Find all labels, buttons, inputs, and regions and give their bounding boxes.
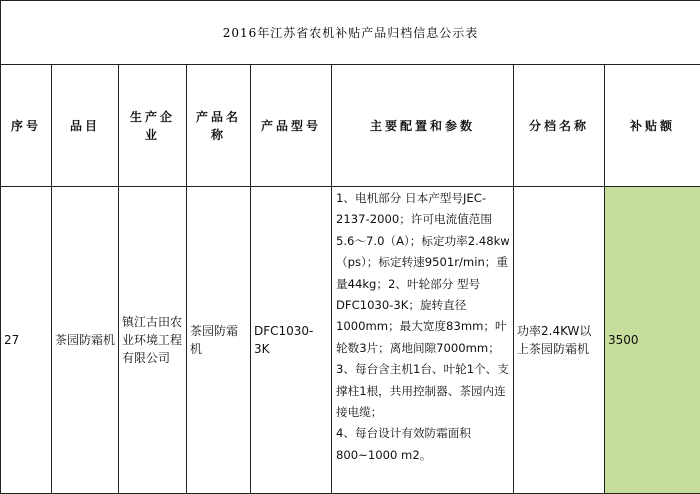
cell-subsidy xyxy=(605,187,700,494)
product-name-value: 茶园防霜机 xyxy=(187,322,250,358)
specs-value: 1、电机部分 日本产型号JEC-2137-2000；许可电流值范围5.6～7.0（A）；标定功率2.48kw（ps）；标定转速9501r/min；重量44kg；2、叶轮部分 型号DFC1030-3K；旋转直径1000mm；最大宽度83mm；叶轮数3片；离地间隙7000mm； 3、每台含主机1台、叶轮1个、支撑柱1根，共用控制器、茶园内连接电缆； 4、每台设计有效防霜面积800~1000 m2。 xyxy=(332,187,513,466)
header-subsidy-label: 补贴额 xyxy=(624,117,681,135)
header-category-label: 品目 xyxy=(64,117,106,135)
category-value: 茶园防霜机 xyxy=(52,331,118,349)
cell-model xyxy=(251,187,332,494)
header-category xyxy=(52,65,119,187)
header-seq xyxy=(1,65,52,187)
header-tier xyxy=(514,65,605,187)
cell-specs xyxy=(332,187,514,494)
cell-product-name xyxy=(187,187,251,494)
header-specs xyxy=(332,65,514,187)
header-tier-label: 分档名称 xyxy=(523,117,595,135)
header-product-name xyxy=(187,65,251,187)
seq-value: 27 xyxy=(1,331,51,349)
header-seq-label: 序号 xyxy=(5,117,47,135)
table-row xyxy=(1,187,700,494)
cell-manufacturer xyxy=(119,187,187,494)
header-model xyxy=(251,65,332,187)
cell-seq xyxy=(1,187,52,494)
header-manufacturer-label: 生产企业 xyxy=(119,108,186,144)
manufacturer-value: 镇江古田农业环境工程有限公司 xyxy=(119,313,186,367)
tier-value: 功率2.4KW以上茶园防霜机 xyxy=(514,322,604,358)
header-model-label: 产品型号 xyxy=(255,117,327,135)
header-manufacturer xyxy=(119,65,187,187)
table-title: 2016年江苏省农机补贴产品归档信息公示表 xyxy=(1,1,700,65)
header-specs-label: 主要配置和参数 xyxy=(364,117,481,135)
header-row xyxy=(1,65,700,187)
cell-category xyxy=(52,187,119,494)
header-product-name-label: 产品名称 xyxy=(187,108,250,144)
cell-tier xyxy=(514,187,605,494)
model-value: DFC1030-3K xyxy=(251,322,331,358)
header-subsidy xyxy=(605,65,700,187)
subsidy-value: 3500 xyxy=(605,331,700,349)
title-row xyxy=(1,1,700,65)
